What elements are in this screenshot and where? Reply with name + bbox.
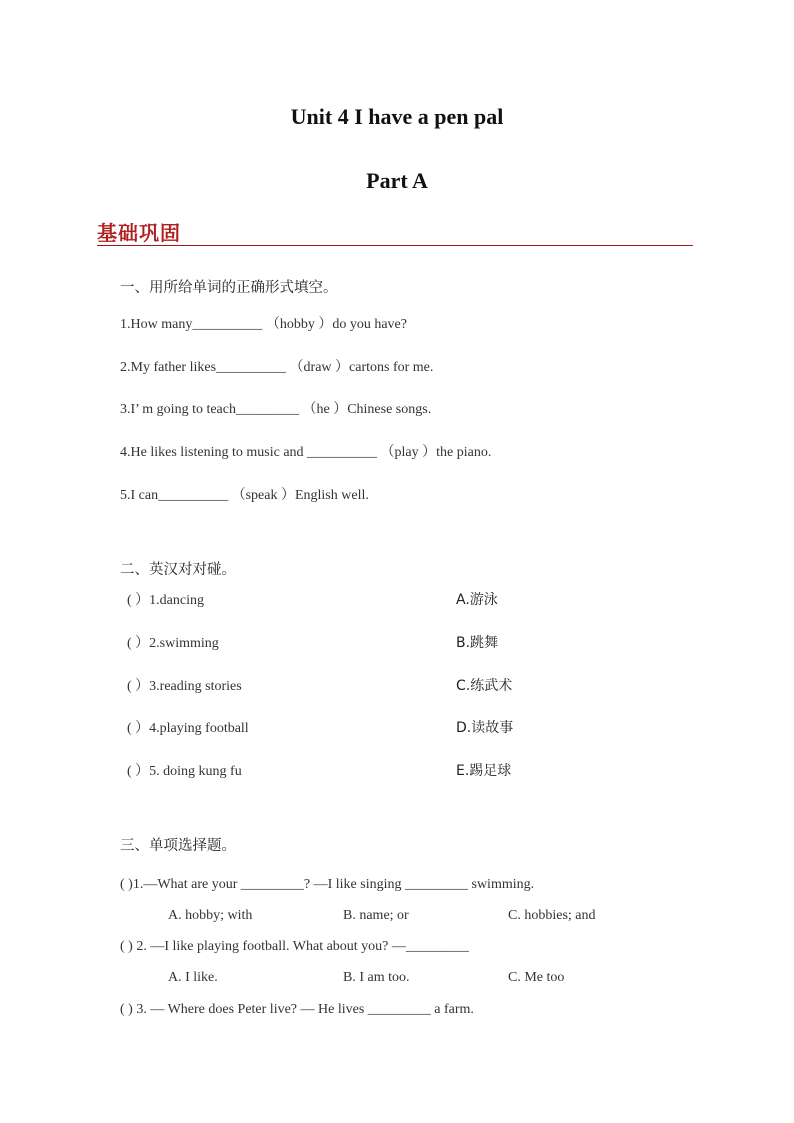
- part1-item-4: 4.He likes listening to music and __________ （play ）the piano.: [120, 445, 492, 460]
- part1-item-3: 3.I’ m going to teach_________ （he ）Chinese songs.: [120, 402, 432, 417]
- part1-item-5: 5.I can__________ （speak ）English well.: [120, 488, 369, 503]
- q1-option-c: C. hobbies; and: [508, 908, 596, 923]
- match-right-5: E.踢足球: [456, 763, 512, 779]
- section-header: [97, 217, 693, 246]
- q1-option-a: A. hobby; with: [168, 908, 253, 923]
- part2-heading: 二、英汉对对碰。: [120, 562, 236, 578]
- match-left-5: ( ）5. doing kung fu: [127, 764, 242, 779]
- match-right-2: B.跳舞: [456, 635, 499, 651]
- match-right-4: D.读故事: [456, 720, 514, 736]
- q2-option-a: A. I like.: [168, 970, 218, 985]
- page-title: Unit 4 I have a pen pal: [290, 104, 504, 129]
- question-2: ( ) 2. —I like playing football. What about you? —_________: [120, 939, 469, 954]
- q1-option-b: B. name; or: [343, 908, 409, 923]
- part1-item-1: 1.How many__________ （hobby ）do you have?: [120, 317, 407, 332]
- question-1: ( )1.—What are your _________? —I like singing _________ swimming.: [120, 877, 535, 892]
- match-right-1: A.游泳: [456, 592, 498, 608]
- part1-item-2: 2.My father likes__________ （draw ）cartons for me.: [120, 360, 434, 375]
- match-right-3: C.练武术: [456, 678, 513, 694]
- match-left-2: ( ）2.swimming: [127, 636, 219, 651]
- page-subtitle: Part A: [366, 168, 428, 193]
- match-left-3: ( ）3.reading stories: [127, 679, 242, 694]
- question-3: ( ) 3. — Where does Peter live? — He lives _________ a farm.: [120, 1002, 474, 1017]
- q2-option-b: B. I am too.: [343, 970, 410, 985]
- match-left-1: ( ）1.dancing: [127, 593, 204, 608]
- match-left-4: ( ）4.playing football: [127, 721, 249, 736]
- section-label: 基础巩固: [97, 221, 181, 245]
- part1-heading: 一、用所给单词的正确形式填空。: [120, 280, 338, 296]
- q2-option-c: C. Me too: [508, 970, 565, 985]
- part3-heading: 三、单项选择题。: [120, 838, 236, 854]
